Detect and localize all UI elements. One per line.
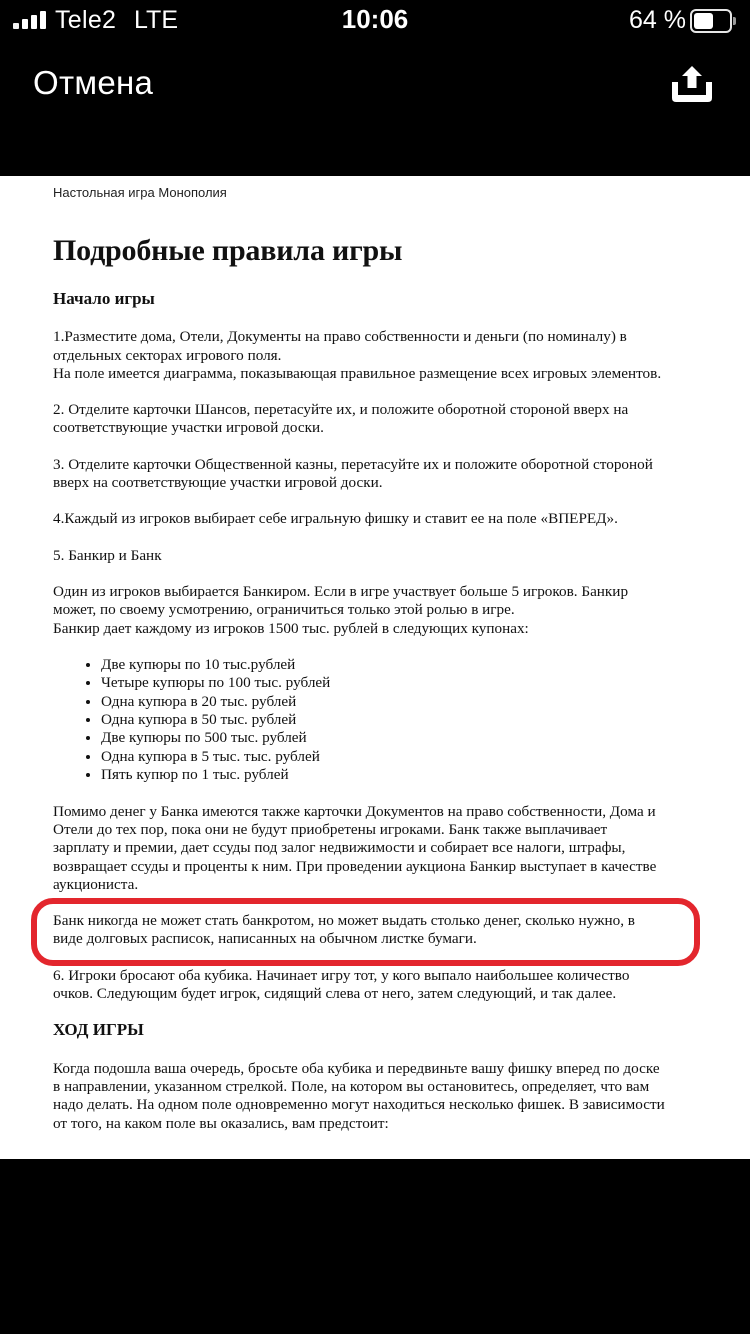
battery-percent: 64 % (629, 6, 686, 34)
list-item: • Одна купюра в 5 тыс. тыс. рублей (101, 748, 703, 766)
paragraph-line: 1.Разместите дома, Отели, Документы на право собственности и деньги (по номиналу) в (53, 328, 627, 346)
list-item: • Пять купюр по 1 тыс. рублей (101, 766, 703, 784)
highlighted-line: Банк никогда не может стать банкротом, но может выдать столько денег, сколько нужно, в (53, 912, 635, 930)
paragraph-line: аукциониста. (53, 875, 139, 893)
paragraph-line: очков. Следующим будет игрок, сидящий слева от него, затем следующий, и так далее. (53, 985, 617, 1003)
document-header: Настольная игра Монополия (53, 185, 227, 200)
paragraph-line: 6. Игроки бросают оба кубика. Начинает игру тот, у кого выпало наибольшее количество (53, 966, 630, 984)
paragraph-line: 2. Отделите карточки Шансов, перетасуйте их, и положите оборотной стороной вверх на (53, 401, 629, 419)
status-bar (0, 0, 750, 42)
list-item: • Четыре купюры по 100 тыс. рублей (101, 674, 703, 692)
cancel-button[interactable]: Отмена (33, 64, 154, 101)
paragraph-line: вверх на соответствующие участки игровой доски. (53, 474, 383, 492)
share-button[interactable] (668, 64, 716, 104)
paragraph-line: Отели до тех пор, пока они не будут приобретены игроками. Банк также выплачивает (53, 821, 608, 838)
section-heading-move: ХОД ИГРЫ (53, 1020, 144, 1040)
section-heading-start: Начало игры (53, 289, 155, 308)
paragraph-line: отдельных секторах игрового поля. (53, 346, 282, 364)
paragraph-line: зарплату и премии, дает ссуды под залог недвижимости и собирает все налоги, штрафы, (53, 839, 626, 857)
document-body (53, 290, 703, 1133)
carrier-name: Tele2 (55, 6, 117, 34)
paragraph-line: Банкир дает каждому из игроков 1500 тыс. рублей в следующих купонах: (53, 619, 529, 637)
battery-icon (690, 9, 736, 33)
paragraph-line: Помимо денег у Банка имеются также карточки Документов на право собственности, Дома и (53, 802, 656, 820)
clock: 10:06 (341, 4, 409, 34)
list-item: • Две купюры по 10 тыс.рублей (101, 656, 703, 674)
paragraph-line: от того, на каком поле вы оказались, вам предстоит: (53, 1114, 389, 1132)
paragraph-line: 4.Каждый из игроков выбирает себе игральную фишку и ставит ее на поле «ВПЕРЕД». (53, 510, 618, 528)
paragraph-line: надо делать. На одном поле одновременно могут находиться несколько фишек. В зависимости (53, 1096, 665, 1114)
coupon-list (53, 656, 703, 785)
highlighted-line: виде долговых расписок, написанных на обычном листке бумаги. (53, 930, 477, 948)
list-item: • Одна купюра в 50 тыс. рублей (101, 711, 703, 729)
paragraph-line: Когда подошла ваша очередь, бросьте оба кубика и передвиньте вашу фишку вперед по доске (53, 1059, 660, 1077)
paragraph-line: На поле имеется диаграмма, показывающая правильное размещение всех игровых элементов. (53, 364, 662, 382)
paragraph-line: возвращает ссуды и проценты к ним. При проведении аукциона Банкир выступает в качестве (53, 857, 657, 875)
document-title: Подробные правила игры (53, 234, 403, 267)
paragraph-line: в направлении, указанном стрелкой. Поле, на котором вы остановитесь, определяет, что вам (53, 1077, 650, 1095)
paragraph-line: соответствующие участки игровой доски. (53, 419, 324, 437)
paragraph-line: может, по своему усмотрению, ограничиться только этой ролью в игре. (53, 601, 515, 619)
paragraph-line: 5. Банкир и Банк (53, 546, 162, 564)
paragraph-line: Один из игроков выбирается Банкиром. Если в игре участвует больше 5 игроков. Банкир (53, 582, 629, 600)
highlight-annotation (31, 898, 700, 966)
share-icon (668, 64, 716, 104)
list-item: • Две купюры по 500 тыс. рублей (101, 729, 703, 747)
document-page[interactable] (0, 176, 750, 1159)
list-item: • Одна купюра в 20 тыс. рублей (101, 693, 703, 711)
paragraph-line: 3. Отделите карточки Общественной казны, перетасуйте их и положите оборотной стороной (53, 455, 653, 473)
network-type: LTE (134, 6, 178, 34)
